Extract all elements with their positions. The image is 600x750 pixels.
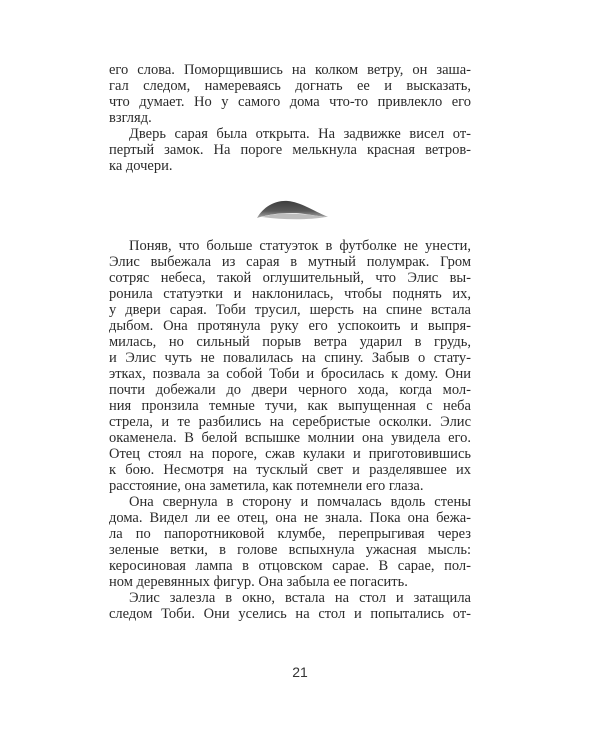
text-line: сотряс небеса, такой оглушительный, что Элис вы- [109,270,471,286]
leaf-ornament-icon [254,196,330,222]
page-number: 21 [292,664,308,680]
text-line: Отец стоял на пороге, сжав кулаки и приготовившись [109,446,471,462]
text-line: почти добежали до двери черного хода, когда мол- [109,382,471,398]
text-line: стрела, и те разбились на серебристые осколки. Элис [109,414,471,430]
text-line: ронила статуэтки и наклонилась, чтобы поднять их, [109,286,471,302]
text-line: Элис залезла в окно, встала на стол и затащила [129,590,471,606]
text-line: милась, но сильный порыв ветра ударил в грудь, [109,334,471,350]
text-line: Элис выбежала из сарая в мутный полумрак. Гром [109,254,471,270]
text-line: следом Тоби. Они уселись на стол и попытались от- [109,606,471,622]
text-section-1 [109,62,471,174]
text-line: дома. Видел ли ее отец, она не знала. Пока она бежа- [109,510,471,526]
text-line: ка дочери. [109,158,173,174]
text-line: пертый замок. На пороге мелькнула красная ветров- [109,142,471,158]
text-line: и Элис чуть не повалилась на спину. Забыв о стату- [109,350,471,366]
text-line: керосиновая лампа в отцовском сарае. В сарае, пол- [109,558,471,574]
text-line: ния пронзила темные тучи, как выпущенная с неба [109,398,471,414]
text-line: Она свернула в сторону и помчалась вдоль стены [129,494,471,510]
text-line: этках, позвала за собой Тоби и бросилась к дому. Они [109,366,471,382]
text-line: гал следом, намереваясь догнать ее и высказать, [109,78,471,94]
text-line: зеленые ветки, в голове вспыхнула ужасная мысль: [109,542,471,558]
text-line: Дверь сарая была открыта. На задвижке висел от- [129,126,471,142]
text-line: к бою. Несмотря на тусклый свет и разделявшее их [109,462,471,478]
text-line: его слова. Поморщившись на колком ветру, он заша- [109,62,471,78]
text-line: ла по папоротниковой клумбе, перепрыгивая через [109,526,471,542]
text-line: дыбом. Она протянула руку его успокоить и выпря- [109,318,471,334]
text-line: расстояние, она заметила, как потемнели его глаза. [109,478,424,494]
text-line: взгляд. [109,110,152,126]
text-line: окаменела. В белой вспышке молнии она увидела его. [109,430,471,446]
text-line: у двери сарая. Тоби трусил, шерсть на спине встала [109,302,471,318]
text-line: Поняв, что больше статуэток в футболке не унести, [129,238,471,254]
text-line: ном деревянных фигур. Она забыла ее погасить. [109,574,408,590]
text-line: что думает. Но у самого дома что-то привлекло его [109,94,471,110]
text-section-2 [109,238,471,622]
